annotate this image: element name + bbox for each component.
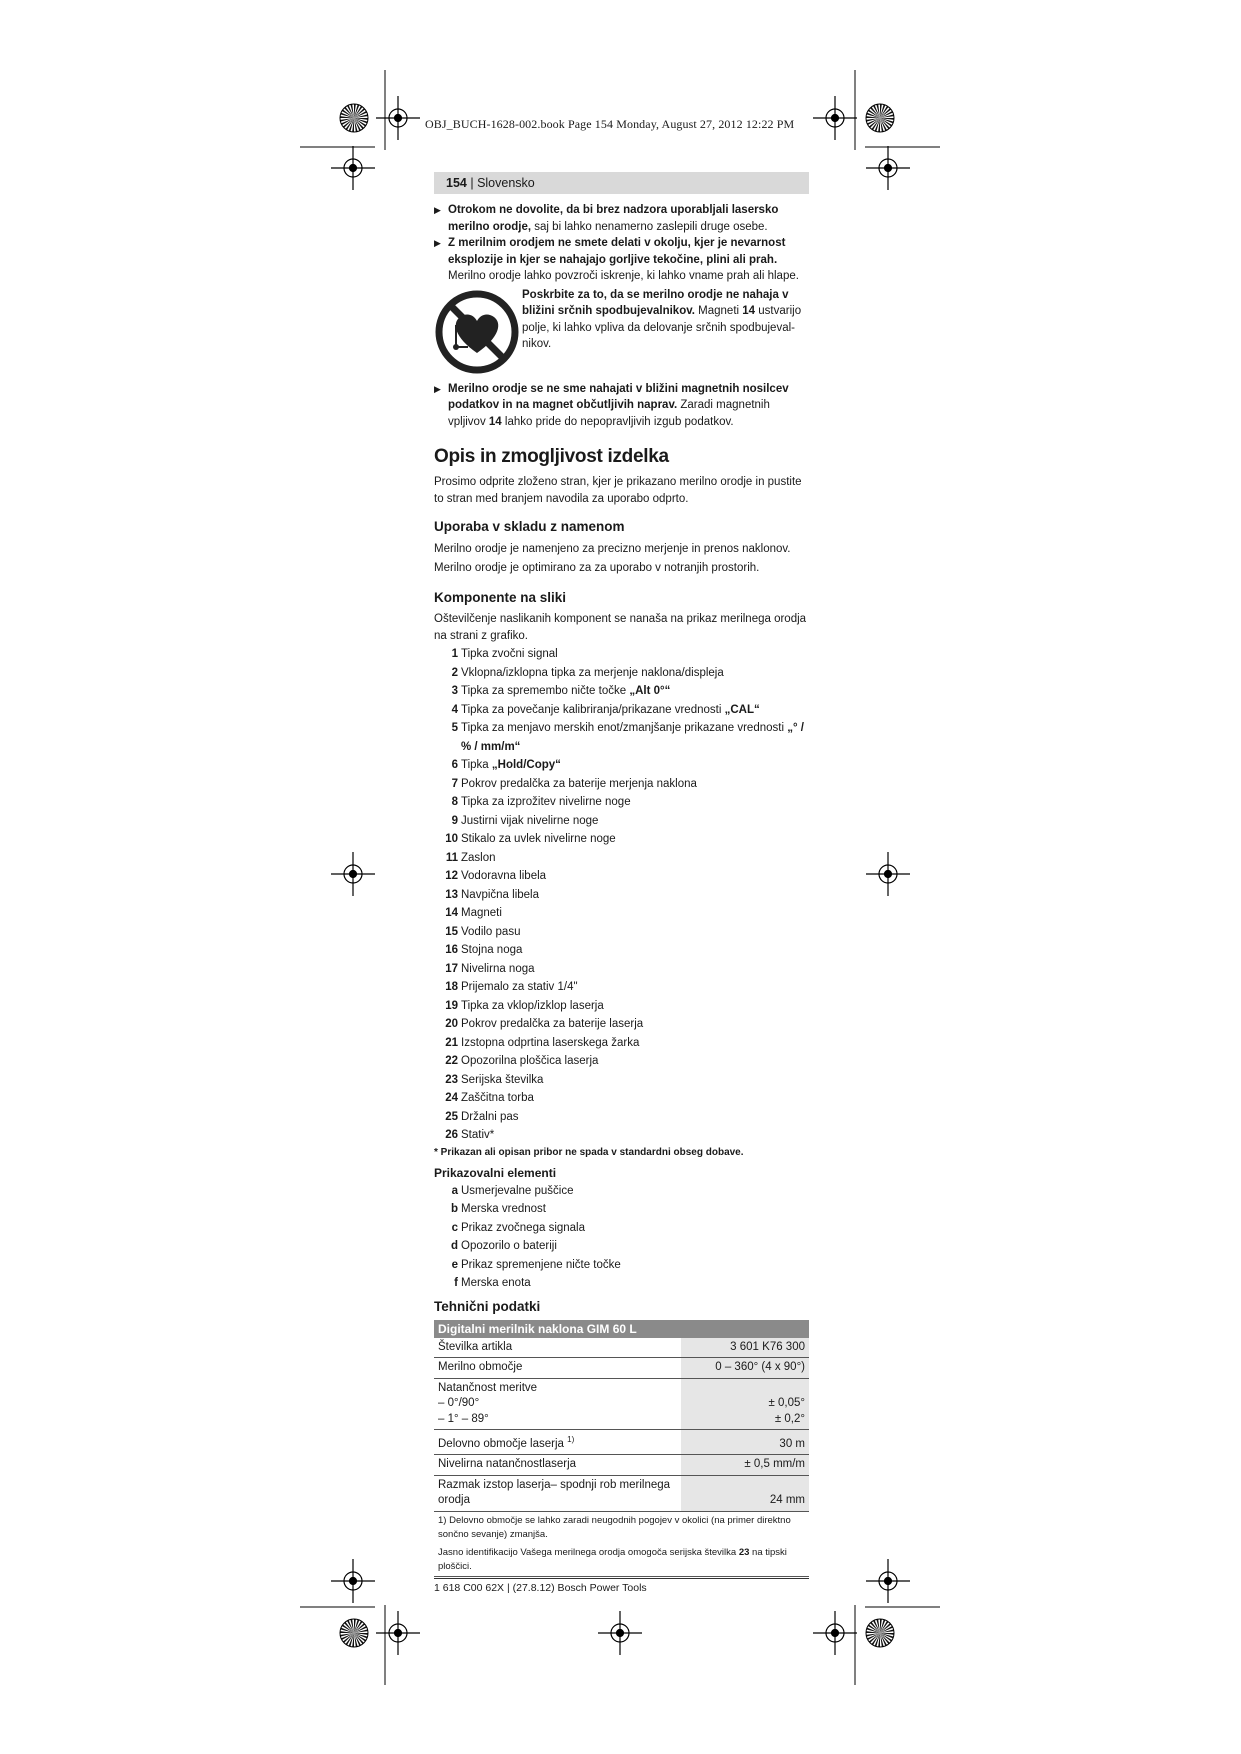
page-footer: 1 618 C00 62X | (27.8.12) Bosch Power Tools — [434, 1582, 647, 1594]
table-row: Merilno območje 0 – 360° (4 x 90°) — [434, 1358, 809, 1379]
no-pacemaker-icon — [434, 289, 520, 375]
footer-rule — [434, 1578, 809, 1579]
component-item: 3 Tipka za spremembo ničte točke „Alt 0°“ — [451, 685, 671, 697]
display-elements-list — [434, 1182, 809, 1293]
display-element-item: c Prikaz zvočnega signala — [451, 1221, 586, 1234]
components-footnote: * Prikazan ali opisan pribor ne spada v standardni obseg dobave. — [434, 1146, 744, 1158]
component-item: 6 Tipka „Hold/Copy“ — [451, 759, 561, 771]
usage-line: Merilno orodje je namenjeno za precizno merjenje in prenos naklonov. — [434, 543, 791, 555]
display-title: Prikazovalni elementi — [434, 1165, 557, 1180]
serial-note: Jasno identifikacijo Vašega merilnega orodja omogoča serijska številka 23 na tipski ploščici. — [438, 1546, 787, 1572]
table-footnote: 1) Delovno območje se lahko zaradi neugodnih pogojev v okolici (na primer direktno sončno sevanje) zmanjša. — [438, 1514, 791, 1540]
tech-title: Tehnični podatki — [434, 1298, 541, 1314]
usage-title: Uporaba v skladu z namenom — [434, 519, 625, 534]
tech-data-table — [434, 1320, 809, 1577]
component-item: 4 Tipka za povečanje kalibriranja/prikazane vrednosti „CAL“ — [451, 703, 760, 716]
component-item: 26 Stativ* — [445, 1129, 495, 1141]
components-list — [434, 645, 809, 1145]
component-item: 22 Opozorilna ploščica laserja — [445, 1055, 599, 1067]
component-item: 24 Zaščitna torba — [445, 1092, 534, 1104]
display-element-item: e Prikaz spremenjene ničte točke — [451, 1258, 621, 1271]
section-title: Opis in zmogljivost izdelka — [434, 446, 669, 467]
warning-explosion: ▶ Z merilnim orodjem ne smete delati v okolju, kjer je nevarnost eksplozije in kjer se nahajajo gorljive tekočine, plini ali prah. Merilno orodje lahko povzroči iskrenje, ki lahko vname prah ali hlape. — [434, 235, 809, 285]
table-row: Številka artikla 3 601 K76 300 — [434, 1338, 809, 1358]
component-item: 16 Stojna noga — [445, 944, 523, 956]
component-item: 18 Prijemalo za stativ 1/4" — [445, 981, 578, 993]
component-item: 1 Tipka zvočni signal — [451, 648, 558, 660]
warning-children: ▶ Otrokom ne dovolite, da bi brez nadzora uporabljali lasersko merilno orodje, saj bi lahko nenamerno zaslepili druge osebe. — [434, 202, 809, 235]
page-header-bar: 154 | Slovensko — [434, 172, 809, 194]
table-row: Nivelirna natančnostlaserja ± 0,5 mm/m — [434, 1455, 809, 1476]
component-item: 8 Tipka za izprožitev nivelirne noge — [451, 796, 631, 808]
component-item: 7 Pokrov predalčka za baterije merjenja naklona — [451, 777, 697, 790]
usage-line: Merilno orodje je optimirano za za uporabo v notranjih prostorih. — [434, 562, 760, 574]
display-element-item: a Usmerjevalne puščice — [451, 1184, 574, 1197]
pacemaker-warning — [434, 287, 809, 375]
page-language: Slovensko — [477, 176, 535, 190]
pacemaker-text: Poskrbite za to, da se merilno orodje ne nahaja v bližini srčnih spodbujevalnikov. Magneti 14 ustvarijo polje, ki lahko vpliva da delovanje srčnih spodbujeval- nikov. — [522, 288, 802, 350]
component-item: 5 Tipka za menjavo merskih enot/zmanjšanje prikazane vrednosti „° / % / mm/m“ — [451, 722, 804, 753]
component-item: 13 Navpična libela — [445, 888, 539, 901]
component-item: 20 Pokrov predalčka za baterije laserja — [445, 1018, 644, 1030]
table-row: Razmak izstop laserja– spodnji rob merilnega orodja 24 mm — [434, 1475, 809, 1511]
component-item: 15 Vodilo pasu — [445, 925, 521, 938]
display-element-item: b Merska vrednost — [450, 1203, 547, 1215]
display-element-item: d Opozorilo o bateriji — [450, 1240, 557, 1252]
component-item: 2 Vklopna/izklopna tipka za merjenje naklona/displeja — [451, 666, 724, 679]
component-item: 9 Justirni vijak nivelirne noge — [451, 814, 599, 827]
component-item: 25 Držalni pas — [445, 1110, 519, 1123]
component-item: 19 Tipka za vklop/izklop laserja — [445, 999, 604, 1012]
warning-magnets: ▶ Merilno orodje se ne sme nahajati v bližini magnetnih nosilcev podatkov in na magnet občutljivih naprav. Zaradi magnetnih vpljivov 14 lahko pride do nepopravljivih izgub podatkov. — [434, 381, 809, 431]
component-item: 21 Izstopna odprtina laserskega žarka — [445, 1036, 640, 1049]
table-row: Delovno območje laserja $^{1)}$ 30 m — [434, 1430, 809, 1455]
page-content — [434, 172, 809, 1577]
tech-table-header: Digitalni merilnik naklona GIM 60 L — [434, 1320, 809, 1338]
component-item: 10 Stikalo za uvlek nivelirne noge — [445, 833, 616, 845]
components-title: Komponente na sliki — [434, 590, 567, 605]
component-item: 17 Nivelirna noga — [445, 962, 535, 975]
component-item: 23 Serijska številka — [445, 1073, 544, 1086]
components-intro: Oštevilčenje naslikanih komponent se nanaša na prikaz merilnega orodja na strani z grafiko. — [434, 613, 807, 642]
print-slug-line: OBJ_BUCH-1628-002.book Page 154 Monday, August 27, 2012 12:22 PM — [425, 117, 795, 131]
component-item: 11 Zaslon — [445, 851, 496, 864]
display-element-item: f Merska enota — [454, 1277, 531, 1289]
page-number: 154 — [446, 176, 467, 190]
component-item: 14 Magneti — [445, 907, 502, 919]
section-intro: Prosimo odprite zloženo stran, kjer je prikazano merilno orodje in pustite to stran med branjem navodila za uporabo odprto. — [434, 476, 802, 505]
component-item: 12 Vodoravna libela — [445, 870, 547, 882]
table-row: Natančnost meritve – 0°/90° – 1° – 89° ± 0,05° ± 0,2° — [434, 1378, 809, 1430]
